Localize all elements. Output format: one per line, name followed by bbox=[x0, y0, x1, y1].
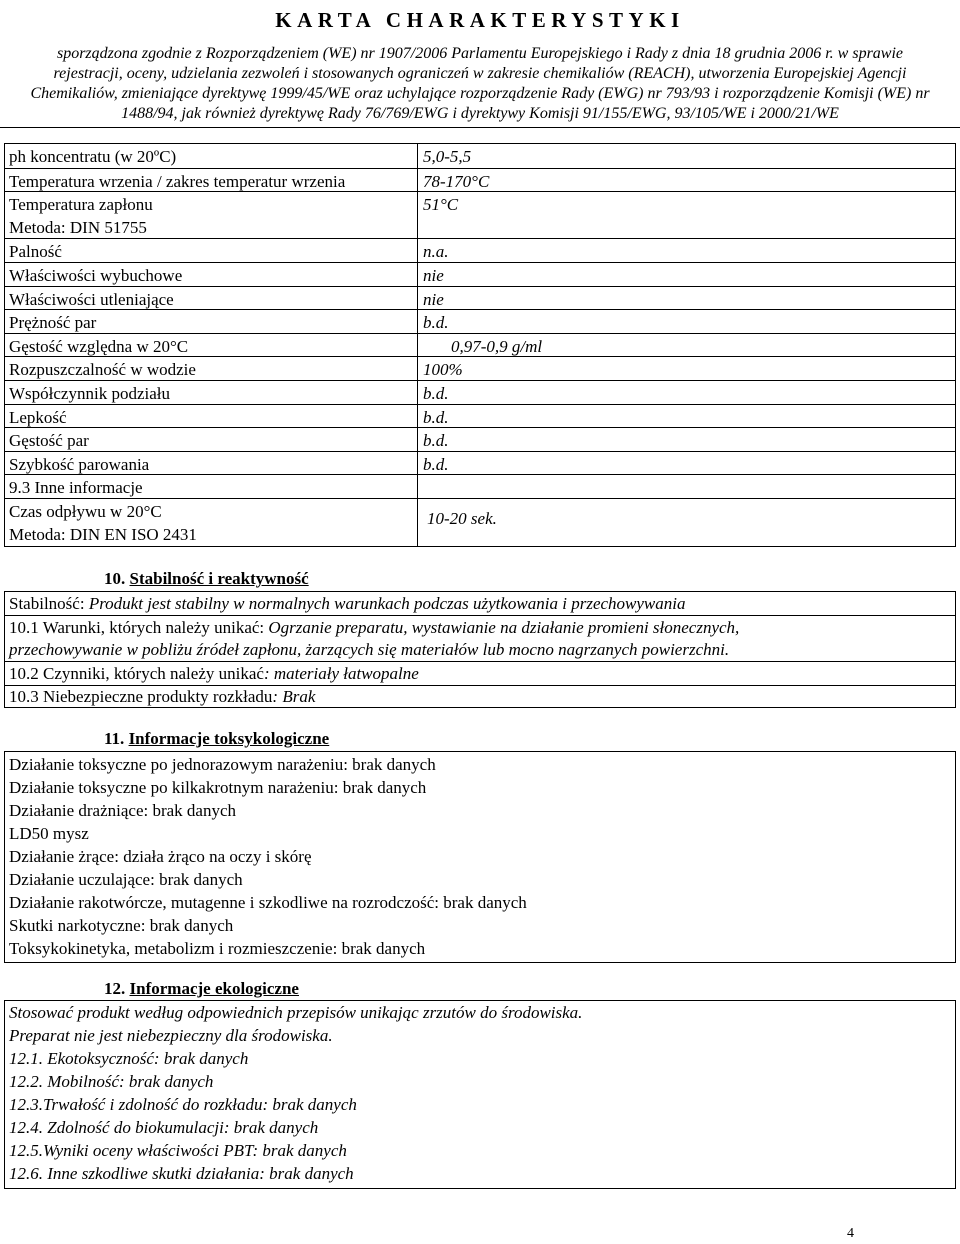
property-label: Rozpuszczalność w wodzie bbox=[9, 360, 196, 380]
property-value: 51°C bbox=[423, 195, 459, 215]
stability-value: Produkt jest stabilny w normalnych warunkach podczas użytkowania i przechowywania bbox=[88, 594, 686, 613]
table-row bbox=[5, 474, 955, 499]
table-row bbox=[5, 498, 955, 547]
subtitle-line: Chemikaliów, zmieniające dyrektywę 1999/45/WE oraz uchylające rozporządzenie Rady (EWG) nr 793/93 i rozporządzenie Komisji (WE) nr bbox=[30, 85, 930, 102]
document-subtitle bbox=[0, 44, 960, 124]
materials-value: : materiały łatwopalne bbox=[263, 664, 419, 683]
table-row bbox=[5, 661, 955, 686]
ecology-line: 12.1. Ekotoksyczność: brak danych bbox=[9, 1049, 249, 1068]
table-row bbox=[5, 286, 955, 311]
toxicology-line: Działanie toksyczne po jednorazowym narażeniu: brak danych bbox=[9, 755, 436, 774]
property-label: Prężność par bbox=[9, 313, 97, 333]
table-row bbox=[5, 144, 955, 168]
table-row bbox=[5, 427, 955, 452]
table-row bbox=[5, 404, 955, 429]
table-row bbox=[5, 333, 955, 358]
subtitle-line: 1488/94, jak również dyrektywę Rady 76/769/EWG i dyrektywy Komisji 91/155/EWG, 93/105/WE i 2000/21/WE bbox=[121, 105, 839, 122]
property-value: 100% bbox=[423, 360, 463, 380]
ecology-line: 12.6. Inne szkodliwe skutki działania: brak danych bbox=[9, 1164, 354, 1183]
property-label: Palność bbox=[9, 242, 62, 262]
ecology-line: Preparat nie jest niebezpieczny dla środowiska. bbox=[9, 1026, 333, 1045]
decomposition-line bbox=[9, 687, 315, 707]
property-value: b.d. bbox=[423, 407, 449, 427]
section-title: Stabilność i reaktywność bbox=[129, 569, 309, 588]
property-label: Właściwości wybuchowe bbox=[9, 266, 183, 285]
property-value: n.a. bbox=[423, 242, 449, 262]
section-11-heading bbox=[104, 729, 329, 749]
property-label: ph koncentratu (w 20ºC) bbox=[9, 147, 177, 166]
property-value: b.d. bbox=[423, 313, 449, 333]
property-value: b.d. bbox=[423, 454, 449, 474]
decomposition-value: : Brak bbox=[272, 687, 316, 706]
ecology-line: 12.4. Zdolność do biokumulacji: brak danych bbox=[9, 1118, 319, 1137]
toxicology-line: Działanie rakotwórcze, mutagenne i szkodliwe na rozrodczość: brak danych bbox=[9, 893, 527, 912]
section-12-box bbox=[4, 1000, 956, 1189]
property-label: Lepkość bbox=[9, 407, 67, 427]
toxicology-line: Skutki narkotyczne: brak danych bbox=[9, 916, 234, 935]
section-10-box bbox=[4, 591, 956, 708]
table-row bbox=[5, 380, 955, 405]
property-label: Temperatura zapłonu bbox=[9, 195, 153, 215]
toxicology-line: Działanie uczulające: brak danych bbox=[9, 870, 243, 889]
property-value: nie bbox=[423, 266, 444, 285]
table-row bbox=[5, 451, 955, 476]
table-row bbox=[5, 615, 955, 662]
section-number: 11. bbox=[104, 729, 125, 748]
conditions-label: 10.1 Warunki, których należy unikać: bbox=[9, 618, 269, 637]
toxicology-line: Działanie drażniące: brak danych bbox=[9, 801, 237, 820]
subtitle-line: rejestracji, oceny, udzielania zezwoleń i stosowanych ograniczeń w zakresie chemikaliów (REACH), utworzenia Europejskiej Agencji bbox=[53, 65, 907, 82]
property-label: Gęstość par bbox=[9, 431, 89, 451]
property-label: Współczynnik podziału bbox=[9, 384, 170, 403]
table-row bbox=[5, 238, 955, 263]
toxicology-line: Działanie toksyczne po kilkakrotnym narażeniu: brak danych bbox=[9, 778, 427, 797]
header-divider bbox=[0, 127, 960, 128]
section-title: Informacje toksykologiczne bbox=[128, 729, 330, 748]
section-number: 10. bbox=[104, 569, 126, 588]
conditions-value-cont: przechowywanie w pobliżu źródeł zapłonu, żarzących się materiałów lub mocno nagrzanych powierzchni. bbox=[9, 640, 730, 659]
stability-label: Stabilność: bbox=[9, 594, 89, 613]
ecology-line: 12.2. Mobilność: brak danych bbox=[9, 1072, 214, 1091]
property-value: nie bbox=[423, 289, 444, 309]
table-row bbox=[5, 168, 955, 193]
page-number: 4 bbox=[847, 1226, 854, 1241]
ecology-line: Stosować produkt według odpowiednich przepisów unikając zrzutów do środowiska. bbox=[9, 1003, 583, 1022]
property-method: Metoda: DIN 51755 bbox=[9, 218, 147, 238]
property-value: 78-170°C bbox=[423, 171, 490, 191]
section-11-box bbox=[4, 751, 956, 963]
section-12-heading bbox=[104, 979, 299, 999]
decomposition-label: 10.3 Niebezpieczne produkty rozkładu bbox=[9, 687, 273, 706]
properties-table bbox=[4, 143, 956, 547]
table-row bbox=[5, 685, 955, 708]
property-label: Właściwości utleniające bbox=[9, 289, 174, 309]
ecology-line: 12.3.Trwałość i zdolność do rozkładu: brak danych bbox=[9, 1095, 357, 1114]
table-row bbox=[5, 191, 955, 239]
toxicology-line: Działanie żrące: działa żrąco na oczy i skórę bbox=[9, 847, 312, 866]
ecology-line: 12.5.Wyniki oceny właściwości PBT: brak danych bbox=[9, 1141, 347, 1160]
toxicology-line: Toksykokinetyka, metabolizm i rozmieszczenie: brak danych bbox=[9, 939, 426, 958]
property-label: Temperatura wrzenia / zakres temperatur wrzenia bbox=[9, 171, 346, 191]
materials-label: 10.2 Czynniki, których należy unikać bbox=[9, 664, 264, 683]
property-label: Szybkość parowania bbox=[9, 454, 150, 474]
property-label: 9.3 Inne informacje bbox=[9, 478, 143, 498]
section-title: Informacje ekologiczne bbox=[129, 979, 299, 998]
property-value: 0,97-0,9 g/ml bbox=[451, 336, 543, 356]
property-method: Metoda: DIN EN ISO 2431 bbox=[9, 525, 197, 544]
conditions-line bbox=[9, 618, 739, 638]
section-10-heading bbox=[104, 569, 309, 589]
table-row bbox=[5, 309, 955, 334]
property-label: Czas odpływu w 20°C bbox=[9, 502, 162, 521]
table-row bbox=[5, 356, 955, 381]
property-value: b.d. bbox=[423, 431, 449, 451]
stability-line bbox=[9, 594, 686, 614]
conditions-value: Ogrzanie preparatu, wystawianie na działanie promieni słonecznych, bbox=[268, 618, 740, 637]
toxicology-line: LD50 mysz bbox=[9, 824, 89, 843]
subtitle-line: sporządzona zgodnie z Rozporządzeniem (WE) nr 1907/2006 Parlamentu Europejskiego i Rady z dnia 18 grudnia 2006 r. w sprawie bbox=[56, 45, 904, 62]
materials-line bbox=[9, 664, 419, 684]
property-value: b.d. bbox=[423, 384, 449, 403]
property-value: 10-20 sek. bbox=[427, 509, 497, 528]
property-label: Gęstość względna w 20°C bbox=[9, 336, 189, 356]
table-row bbox=[5, 592, 955, 615]
document-title: KARTA CHARAKTERYSTYKI bbox=[275, 8, 685, 32]
section-number: 12. bbox=[104, 979, 126, 998]
table-row bbox=[5, 262, 955, 287]
property-value: 5,0-5,5 bbox=[423, 147, 472, 166]
